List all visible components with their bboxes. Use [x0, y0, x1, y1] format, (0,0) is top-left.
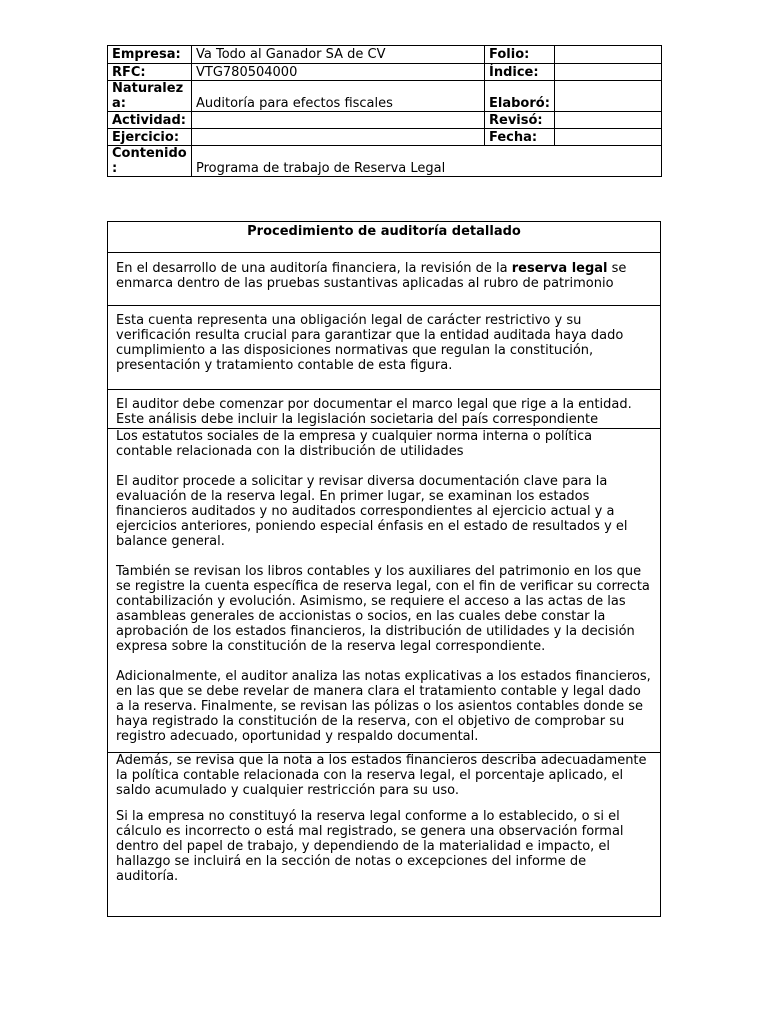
contenido-label — [108, 146, 192, 177]
section-obligation — [108, 306, 660, 390]
empresa-label: Empresa: — [108, 46, 192, 64]
paragraph-policy: Además, se revisa que la nota a los estados financieros describa adecuadamente la política contable relacionada con la reserva legal, el porcentaje aplicado, el saldo acumulado y cualquier restricción para su uso. — [116, 753, 647, 798]
paragraph-intro-bold: reserva legal — [511, 261, 608, 276]
paragraph-observation: Si la empresa no constituyó la reserva legal conforme a lo establecido, o si el cálculo es incorrecto o está mal registrado, se genera una observación formal dentro del papel de trabajo, y dependiendo de la materialidad e impacto, el hallazgo se incluirá en la sección de notas o excepciones del informe de auditoría. — [116, 809, 624, 884]
contenido-label-line1: Contenido — [112, 146, 187, 161]
naturaleza-label — [108, 81, 192, 112]
procedure-box — [107, 221, 661, 917]
row-contenido — [108, 146, 662, 177]
fecha-value — [555, 129, 662, 146]
elaboro-label: Elaboró: — [485, 81, 555, 112]
paragraph-obligation: Esta cuenta representa una obligación legal de carácter restrictivo y su verificación resulta crucial para garantizar que la entidad auditada haya dado cumplimiento a las disposiciones normativas que regulan la constitución, presentación y tratamiento contable de esta figura. — [116, 313, 624, 373]
empresa-value: Va Todo al Ganador SA de CV — [192, 46, 485, 64]
naturaleza-value: Auditoría para efectos fiscales — [192, 81, 485, 112]
rfc-value: VTG780504000 — [192, 64, 485, 81]
row-actividad — [108, 112, 662, 129]
section-conclusion — [108, 753, 660, 916]
row-rfc — [108, 64, 662, 81]
rfc-label: RFC: — [108, 64, 192, 81]
reviso-label: Revisó: — [485, 112, 555, 129]
row-naturaleza — [108, 81, 662, 112]
section-legal-framework — [108, 390, 660, 429]
section-documentation — [108, 429, 660, 753]
paragraph-intro — [108, 253, 660, 291]
paragraph-books: También se revisan los libros contables y los auxiliares del patrimonio en los que se registre la cuenta específica de reserva legal, con el fin de verificar su correcta contabilización y evolución. Asimismo, se requiere el acceso a las actas de las asambleas generales de accionistas o socios, en las cuales debe constar la aprobación de los estados financieros, la distribución de utilidades y la decisión expresa sobre la constitución de la reserva legal correspondiente. — [116, 564, 650, 654]
contenido-label-line2: : — [112, 161, 118, 176]
reviso-value — [555, 112, 662, 129]
header-table — [107, 45, 662, 177]
row-ejercicio — [108, 129, 662, 146]
indice-value — [555, 64, 662, 81]
actividad-label: Actividad: — [108, 112, 192, 129]
paragraph-legal-framework: El auditor debe comenzar por documentar el marco legal que rige a la entidad. Este análisis debe incluir la legislación societaria del país correspondiente — [116, 397, 632, 427]
paragraph-intro-end: se enmarca dentro de las pruebas sustantivas aplicadas al rubro de patrimonio — [116, 261, 627, 291]
paragraph-intro-start: En el desarrollo de una auditoría financiera, la revisión de la — [116, 261, 512, 276]
contenido-value: Programa de trabajo de Reserva Legal — [192, 146, 662, 177]
fecha-label: Fecha: — [485, 129, 555, 146]
row-empresa — [108, 46, 662, 64]
procedure-title-section — [108, 222, 660, 253]
ejercicio-value — [192, 129, 485, 146]
indice-label: Índice: — [485, 64, 555, 81]
naturaleza-label-line2: a: — [112, 96, 126, 111]
actividad-value — [192, 112, 485, 129]
ejercicio-label: Ejercicio: — [108, 129, 192, 146]
paragraph-documentation: El auditor procede a solicitar y revisar diversa documentación clave para la evaluación de la reserva legal. En primer lugar, se examinan los estados financieros auditados y no auditados correspondientes al ejercicio actual y a ejercicios anteriores, poniendo especial énfasis en el estado de resultados y el balance general. — [116, 474, 628, 549]
folio-value — [555, 46, 662, 64]
section-intro — [108, 253, 660, 306]
folio-label: Folio: — [485, 46, 555, 64]
paragraph-statutes: Los estatutos sociales de la empresa y cualquier norma interna o política contable relacionada con la distribución de utilidades — [116, 429, 593, 459]
elaboro-value — [555, 81, 662, 112]
procedure-title: Procedimiento de auditoría detallado — [247, 224, 521, 239]
paragraph-notes: Adicionalmente, el auditor analiza las notas explicativas a los estados financieros, en las que se debe revelar de manera clara el tratamiento contable y legal dado a la reserva. Finalmente, se revisan las pólizas o los asientos contables donde se haya registrado la constitución de la reserva, con el objetivo de comprobar su registro adecuado, oportunidad y respaldo documental. — [116, 669, 651, 744]
naturaleza-label-line1: Naturalez — [112, 81, 184, 96]
